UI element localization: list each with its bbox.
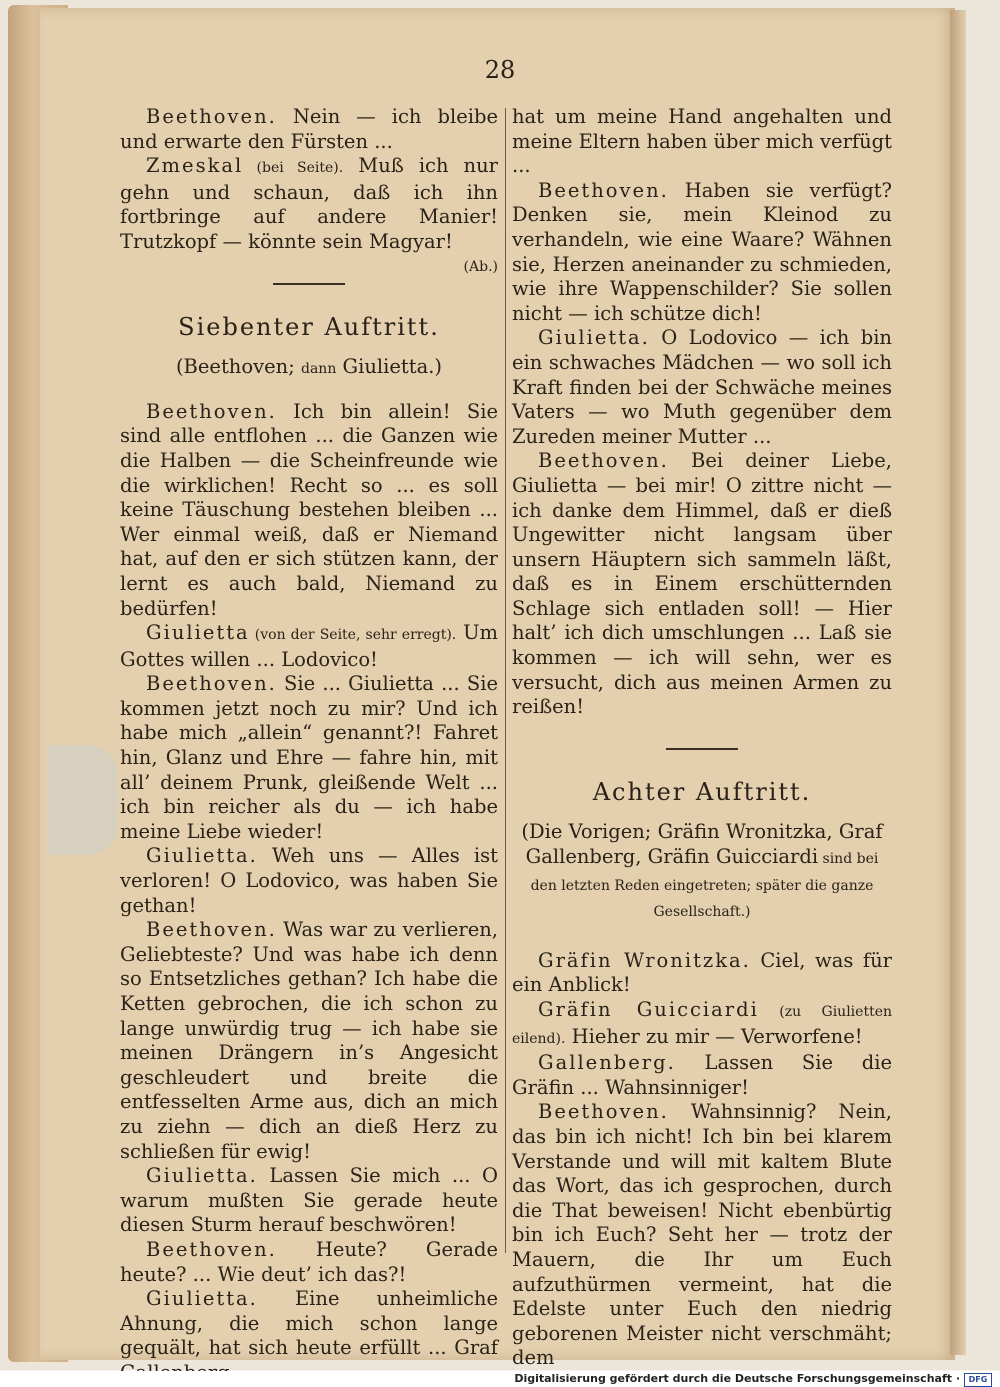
page-edge — [950, 10, 966, 1355]
cast-stage: dann — [301, 361, 337, 378]
dialogue-text: Ich bin allein! Sie sind alle entflohen ... die Ganzen wie die Halben — die Scheinfreunde wie die wirklichen! Recht so ... es soll keine Täuschung bestehen bleiben ... Wer einmal weiß, daß er Niemand hat, auf den er sich stützen kann, der lernt es auch bald, Niemand zu bedürfen! — [120, 399, 498, 620]
stage-direction: (von der Seite, sehr erregt). — [249, 627, 457, 644]
speaker-name: Beethoven. — [538, 178, 669, 202]
scene-heading: Siebenter Auftritt. — [178, 312, 440, 341]
dialogue-paragraph — [512, 949, 892, 998]
speaker-name: Giulietta. — [538, 326, 650, 350]
dialogue-paragraph — [512, 449, 892, 720]
dialogue-text: Bei deiner Liebe, Giulietta — bei mir! O zittre nicht — ich danke dem Himmel, daß er dieß Ungewitter nicht langsam über unsern Häuptern sich sammeln läßt, daß es in Einem erschütternden Schlage sich entladen soll! — Hier halt’ ich dich umschlungen ... Laß sie kommen — ich will sehn, wer es versucht, dich aus meinen Armen zu reißen! — [512, 449, 892, 719]
dialogue-text: Hieher zu mir — Verworfene! — [565, 1024, 863, 1048]
cast-list — [512, 820, 892, 924]
dialogue-text: O Lodovico — ich bin ein schwaches Mädchen — wo soll ich Kraft finden bei der Schwäche meines Vaters — wo Muth gegenüber dem Zureden meiner Mutter ... — [512, 326, 892, 448]
speaker-name: Beethoven. — [146, 1237, 277, 1261]
dialogue-text: Haben sie verfügt? Denken sie, mein Kleinod zu verhandeln, wie eine Waare? Wähnen sie, Herzen aneinander zu schmieden, wie ihre Wappenschilder? Sie sollen nicht — ich schütze dich! — [512, 178, 892, 325]
speaker-name: Giulietta. — [146, 1287, 258, 1311]
dfg-logo: DFG — [964, 1373, 992, 1387]
dialogue-text: Weh uns — Alles ist verloren! O Lodovico, was haben Sie gethan! — [120, 844, 498, 917]
dialogue-paragraph — [120, 154, 498, 275]
dialogue-text: Eine unheimliche Ahnung, die mich schon lange gequält, hat sich heute erfüllt ... Graf — [120, 1287, 498, 1360]
dialogue-text: Um Gottes willen ... Lodovico! — [120, 621, 498, 671]
dialogue-text: Sie ... Giulietta ... Sie kommen jetzt noch zu mir? Und ich habe mich „allein“ genannt?! Fahret hin, Glanz und Ehre — fahre hin, mit all’ deinem Prunk, gleißende Welt ... ich bin reicher als du — ich habe meine Liebe wieder! — [120, 672, 498, 843]
dialogue-text: Lassen Sie die Gräfin ... Wahnsinniger! — [512, 1051, 892, 1099]
section-rule — [273, 283, 345, 285]
dialogue-text: Heute? Gerade heute? ... Wie deut’ ich das?! — [120, 1237, 498, 1286]
speaker-name: Giulietta — [146, 621, 250, 645]
speaker-name: Beethoven. — [146, 105, 277, 128]
dialogue-paragraph — [512, 998, 892, 1051]
cast-text: (Die Vorigen; Gräfin Wronitzka, Graf Gallenberg, Gräfin Guicciardi — [521, 820, 883, 869]
dialogue-text: Nein — ich bleibe und erwarte den Fürsten ... — [120, 105, 498, 153]
speaker-name: Beethoven. — [146, 672, 277, 696]
stage-direction: (bei Seite). — [243, 160, 344, 177]
right-column — [512, 105, 892, 1371]
speaker-name: Gräfin Guicciardi — [538, 998, 759, 1021]
scene-heading: Achter Auftritt. — [592, 777, 812, 806]
section-rule — [666, 748, 738, 750]
dialogue-paragraph — [512, 326, 892, 449]
footer-bar — [0, 1371, 1000, 1387]
speaker-name: Beethoven. — [146, 399, 277, 423]
exit-direction: (Ab.) — [463, 258, 498, 275]
dialogue-text: Wahnsinnig? Nein, das bin ich nicht! Ich bin bei klarem Verstande und will mit kaltem Blute das Wort, das ich gesprochen, durch die That beweisen! Nicht ebenbürtig bin ich Euch? Seht her — trotz der Mauern, die Ihr um Euch aufzuthürmen vermeint, hat die Edelste unter Euch den niedrig geborenen Meister nicht verschmäht; dem — [512, 1100, 892, 1370]
left-column — [120, 105, 498, 1386]
dialogue-text: Ciel, was für ein Anblick! — [512, 948, 892, 997]
dialogue-paragraph — [120, 400, 498, 621]
speaker-name: Giulietta. — [146, 1164, 258, 1188]
dialogue-paragraph — [120, 1238, 498, 1287]
dialogue-paragraph — [512, 1100, 892, 1371]
dialogue-paragraph — [512, 179, 892, 327]
cast-list — [120, 355, 498, 382]
dialogue-paragraph — [120, 1164, 498, 1238]
speaker-name: Zmeskal — [146, 154, 244, 178]
dialogue-text: hat um meine Hand angehalten und meine Eltern haben über mich verfügt ... — [512, 105, 892, 178]
column-divider — [505, 108, 506, 1253]
dialogue-paragraph — [120, 105, 498, 154]
speaker-name: Gallenberg. — [538, 1051, 676, 1075]
dialogue-text: Muß ich nur gehn und schaun, daß ich ihn fortbringe auf andere Manier! Trutzkopf — könnte sein Magyar! — [120, 154, 498, 253]
dialogue-paragraph — [512, 105, 892, 179]
speaker-name: Beethoven. — [146, 918, 277, 942]
page-number: 28 — [484, 56, 516, 84]
page-tab — [48, 745, 118, 855]
funding-credit: Digitalisierung gefördert durch die Deutsche Forschungsgemeinschaft · — [514, 1372, 960, 1385]
stage-direction: (zu Giulietten eilend). — [512, 1004, 892, 1047]
speaker-name: Beethoven. — [538, 1100, 669, 1124]
dialogue-paragraph — [120, 672, 498, 844]
speaker-name: Gräfin Wronitzka. — [538, 948, 751, 972]
cast-text: (Beethoven; — [175, 355, 295, 379]
speaker-name: Giulietta. — [146, 844, 258, 868]
dialogue-text: Lassen Sie mich ... O warum mußten Sie gerade heute diesen Sturm herauf beschwören! — [120, 1164, 498, 1237]
speaker-name: Beethoven. — [538, 449, 669, 473]
cast-stage: sind bei den letzten Reden eingetreten; später die ganze Gesellschaft.) — [530, 851, 879, 921]
dialogue-paragraph — [120, 844, 498, 918]
dialogue-paragraph — [120, 918, 498, 1164]
dialogue-paragraph — [512, 1051, 892, 1100]
dialogue-text: Was war zu verlieren, Geliebteste? Und was habe ich denn so Entsetzliches gethan? Ich habe die Ketten gebrochen, die ich schon zu lange unwürdig trug — ich habe sie meinen Drängern in’s Angesicht geschleudert und breite die entfesselten Arme aus, dich an mich zu ziehn — dich an dieß Herz zu schließen für ewig! — [120, 918, 498, 1163]
cast-text: Giulietta.) — [342, 355, 443, 379]
dialogue-paragraph — [120, 621, 498, 672]
